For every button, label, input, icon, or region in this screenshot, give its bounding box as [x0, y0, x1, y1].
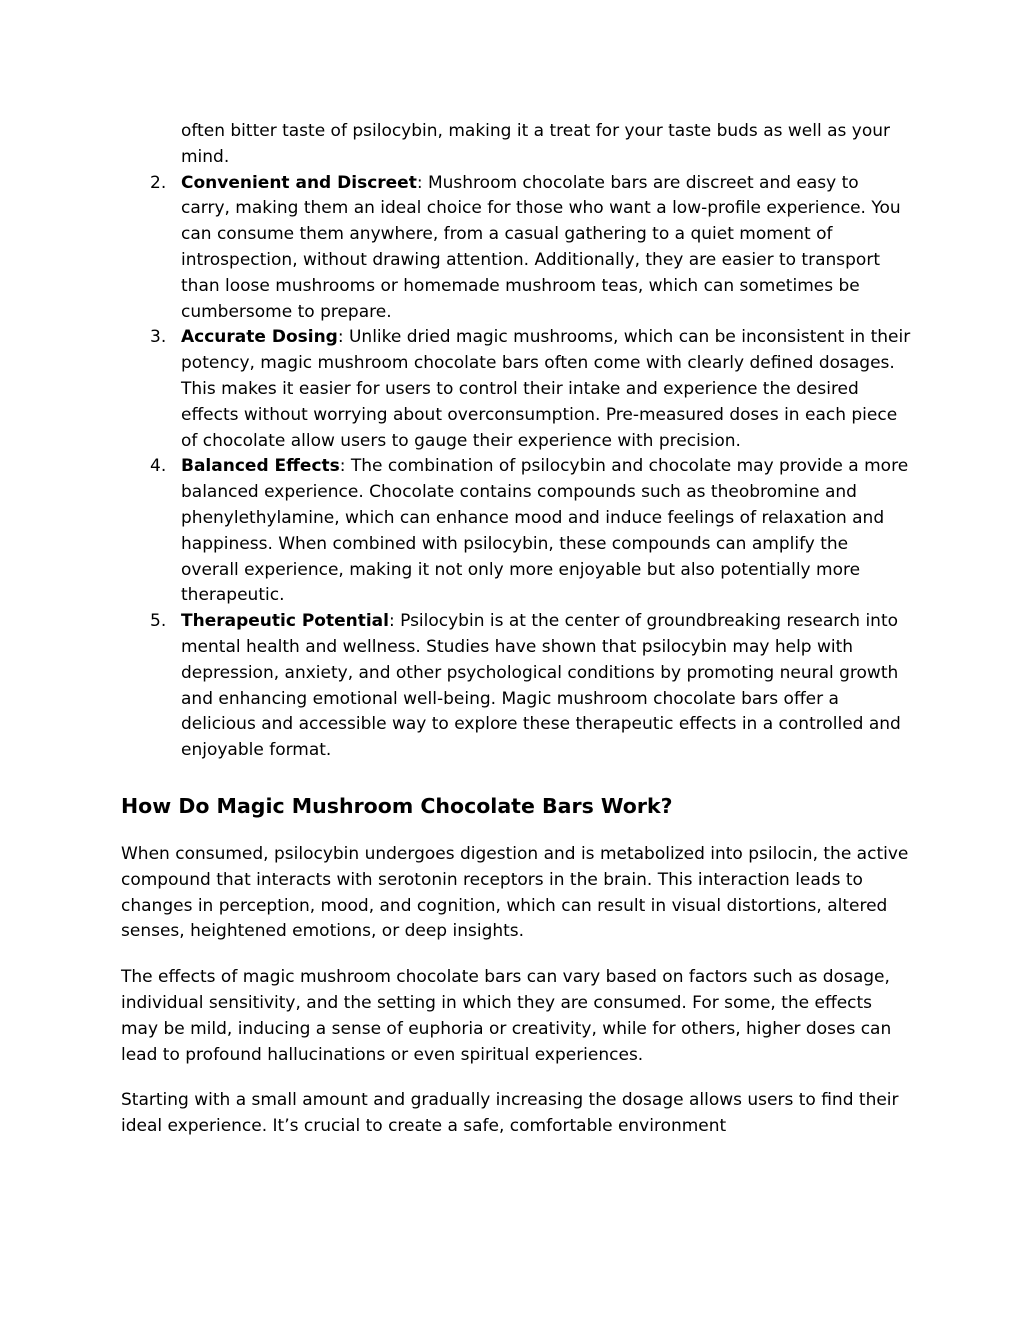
list-item-number: 5.	[150, 611, 167, 632]
list-item-text: : Unlike dried magic mushrooms, which can be inconsistent in their potency, magic mushroom chocolate bars often come with clearly defined dosages. This makes it easier for users to control their intake and experience the desired effects without worrying about overconsumption. Pre-measured doses in each piece of chocolate allow users to gauge their experience with precision.	[181, 327, 911, 451]
list-item-number: 2.	[150, 172, 167, 193]
list-item	[121, 171, 911, 326]
list-item-number: 4.	[150, 456, 167, 477]
list-item-text: : Mushroom chocolate bars are discreet and easy to carry, making them an ideal choice for those who want a low-profile experience. You can consume them anywhere, from a casual gathering to a quiet moment of introspection, without drawing attention. Additionally, they are easier to transport than loose mushrooms or homemade mushroom teas, which can sometimes be cumbersome to prepare.	[181, 172, 901, 322]
body-paragraph: Starting with a small amount and gradually increasing the dosage allows users to find their ideal experience. It’s crucial to create a safe, comfortable environment	[121, 1090, 899, 1137]
document-content	[121, 119, 911, 1140]
list-item-text: : The combination of psilocybin and chocolate may provide a more balanced experience. Chocolate contains compounds such as theobromine and phenylethylamine, which can enhance mood and induce feelings of relaxation and happiness. When combined with psilocybin, these compounds can amplify the overall experience, making it not only more enjoyable but also potentially more therapeutic.	[181, 456, 909, 606]
list-item-title: Convenient and Discreet	[181, 172, 417, 193]
list-item-continuation: often bitter taste of psilocybin, making it a treat for your taste buds as well as your mind.	[181, 121, 890, 167]
list-item-title: Therapeutic Potential	[181, 611, 389, 632]
list-item-text: : Psilocybin is at the center of groundbreaking research into mental health and wellness. Studies have shown that psilocybin may help with depression, anxiety, and other psychological conditions by promoting neural growth and enhancing emotional well-being. Magic mushroom chocolate bars offer a delicious and accessible way to explore these therapeutic effects in a controlled and enjoyable format.	[181, 611, 901, 761]
list-item	[121, 325, 911, 454]
list-item-title: Accurate Dosing	[181, 327, 338, 348]
body-paragraph: The effects of magic mushroom chocolate bars can vary based on factors such as dosage, individual sensitivity, and the setting in which they are consumed. For some, the effects may be mild, inducing a sense of euphoria or creativity, while for others, higher doses can lead to profound hallucinations or even spiritual experiences.	[121, 967, 892, 1065]
body-paragraph: When consumed, psilocybin undergoes digestion and is metabolized into psilocin, the active compound that interacts with serotonin receptors in the brain. This interaction leads to changes in perception, mood, and cognition, which can result in visual distortions, altered senses, heightened emotions, or deep insights.	[121, 843, 909, 942]
list-item	[121, 454, 911, 609]
benefits-list	[121, 171, 911, 764]
section-heading: How Do Magic Mushroom Chocolate Bars Work?	[121, 793, 673, 818]
list-item	[121, 609, 911, 764]
list-item-number: 3.	[150, 327, 167, 348]
list-item-title: Balanced Effects	[181, 456, 340, 477]
